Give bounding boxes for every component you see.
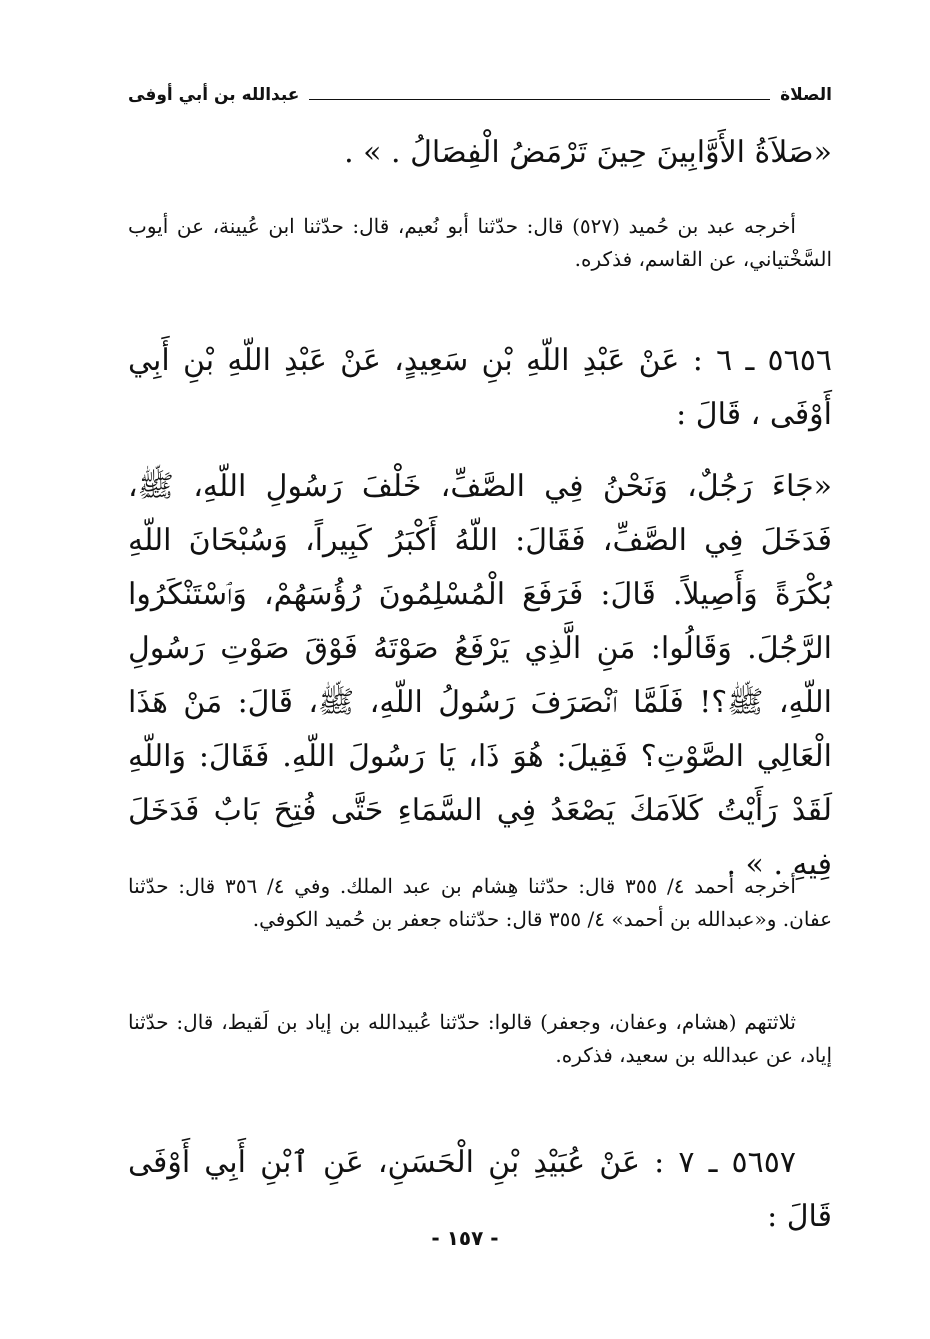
hadith-5657-chain: ٥٦٥٧ ـ ٧ : عَنْ عُبَيْدِ بْنِ الْحَسَنِ، عَنِ ٱبْنِ أَبِي أَوْفَى قَالَ : (128, 1145, 832, 1234)
running-header (128, 80, 832, 110)
hadith-5656-chain: ٥٦٥٦ ـ ٦ : عَنْ عَبْدِ اللّهِ بْنِ سَعِيدٍ، عَنْ عَبْدِ اللّهِ بْنِ أَبِي أَوْفَى ، قَالَ : (128, 343, 832, 432)
header-rule (309, 99, 770, 100)
takhrij-paragraph: أخرجه أحمد ٤/ ٣٥٥ قال: حدّثنا هِشام بن عبد الملك. وفي ٤/ ٣٥٦ قال: حدّثنا عفان. و«عبدالله بن أحمد» ٤/ ٣٥٥ قال: حدّثناه جعفر بن حُميد الكوفي. (128, 874, 832, 931)
hadith-text-fragment: «صَلاَةُ الأَوَّابِينَ حِينَ تَرْمَضُ الْفِصَالُ . » . (344, 135, 832, 170)
hadith-5656-text: «جَاءَ رَجُلٌ، وَنَحْنُ فِي الصَّفِّ، خَلْفَ رَسُولِ اللّهِ، ﷺ، فَدَخَلَ فِي الصَّفِّ، فَقَالَ: اللّهُ أَكْبَرُ كَبِيراً، وَسُبْحَانَ اللّهِ بُكْرَةً وَأَصِيلاً. قَالَ: فَرَفَعَ الْمُسْلِمُونَ رُؤُسَهُمْ، وَٱسْتَنْكَرُوا الرَّجُلَ. وَقَالُوا: مَنِ الَّذِي يَرْفَعُ صَوْتَهُ فَوْقَ صَوْتِ رَسُولِ اللّهِ، ﷺ؟! فَلَمَّا ٱنْصَرَفَ رَسُولُ اللّهِ، ﷺ، قَالَ: مَنْ هَذَا الْعَالِي الصَّوْتِ؟ فَقِيلَ: هُوَ ذَا، يَا رَسُولَ اللّهِ. فَقَالَ: وَاللّهِ لَقَدْ رَأَيْتُ كَلاَمَكَ يَصْعَدُ فِي السَّمَاءِ حَتَّى فُتِحَ بَابٌ فَدَخَلَ فِيهِ . » . (128, 469, 832, 882)
header-narrator-name: عبدالله بن أبي أوفى (128, 85, 300, 105)
header-chapter-title: الصلاة (780, 85, 832, 105)
page-number: - ١٥٧ - (431, 1226, 499, 1250)
takhrij-paragraph: أخرجه عبد بن حُميد (٥٢٧) قال: حدّثنا أبو نُعيم، قال: حدّثنا ابن عُيينة، عن أيوب السَّخْتياني، عن القاسم، فذكره. (128, 214, 832, 271)
takhrij-paragraph: ثلاثتهم (هشام، وعفان، وجعفر) قالوا: حدّثنا عُبيدالله بن إياد بن لَقيط، قال: حدّثنا إياد، عن عبدالله بن سعيد، فذكره. (128, 1010, 832, 1067)
